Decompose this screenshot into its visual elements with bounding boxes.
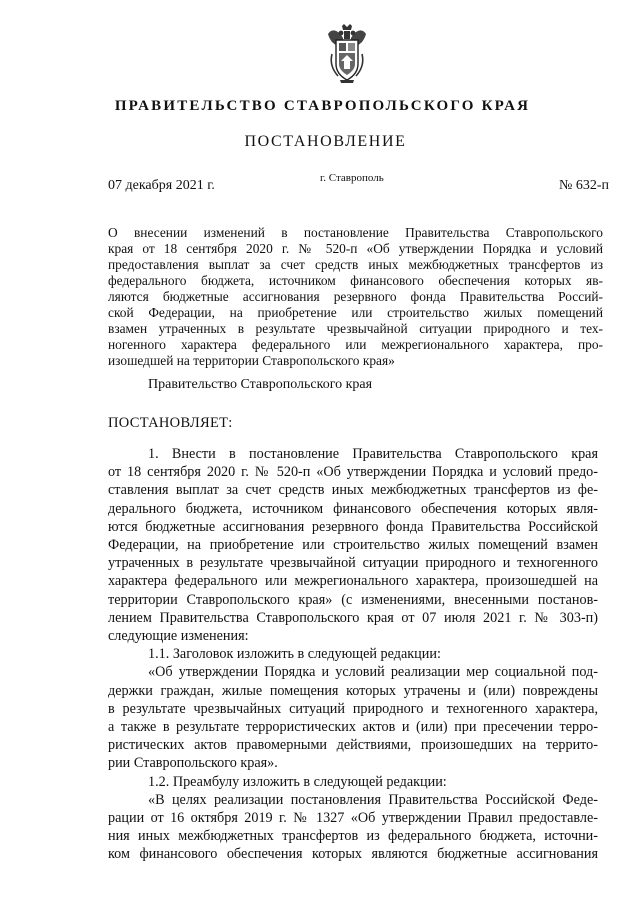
- issuing-body: Правительство Ставропольского края: [148, 377, 373, 392]
- body-line: следующие изменения:: [108, 628, 249, 645]
- subject-line: взамен утраченных в результате чрезвычайной ситуации природного и тех-: [108, 321, 603, 336]
- body-line: в результате чрезвычайных ситуаций природного и техногенного характера,: [108, 700, 598, 717]
- body-line: рии Ставропольского края».: [108, 755, 278, 772]
- body-line: Федерации, на приобретение или строительство жилых помещений взамен: [108, 537, 598, 554]
- subject-line: края от 18 сентября 2020 г. № 520-п «Об утверждении Порядка и условий: [108, 241, 603, 256]
- subject-line: ской Федерации, на приобретение или строительство жилых помещений: [108, 305, 603, 320]
- subject-line: ляются бюджетные ассигнования резервного фонда Правительства Россий-: [108, 289, 603, 304]
- body-line: ком финансового обеспечения которых являются бюджетные ассигнования: [108, 846, 598, 863]
- body-line: ристических актов правомерными действиями, произошедших на террито-: [108, 737, 598, 754]
- subject-line: предоставления выплат за счет средств иных межбюджетных трансфертов из: [108, 257, 603, 272]
- body-line: лением Правительства Ставропольского края от 07 июля 2021 г. № 303-п): [108, 609, 598, 626]
- body-line: а также в результате террористических актов и (или) при пресечении терро-: [108, 719, 598, 736]
- subject-line: федерального бюджета, источником финансового обеспечения которых яв-: [108, 273, 603, 288]
- body-line: 1.2. Преамбулу изложить в следующей редакции:: [148, 773, 447, 790]
- body-line: рации от 16 октября 2019 г. № 1327 «Об утверждении Правил предоставле-: [108, 810, 598, 827]
- body-line: ставления выплат за счет средств иных межбюджетных трансфертов из фе-: [108, 482, 598, 499]
- resolves-heading: ПОСТАНОВЛЯЕТ:: [108, 415, 233, 431]
- document-subject: [108, 225, 603, 369]
- government-title: ПРАВИТЕЛЬСТВО СТАВРОПОЛЬСКОГО КРАЯ: [114, 98, 531, 114]
- subject-line: изошедшей на территории Ставропольского края»: [108, 353, 395, 368]
- body-line: дерального бюджета, источником финансового обеспечения которых явля-: [108, 500, 598, 517]
- body-line: 1.1. Заголовок изложить в следующей редакции:: [148, 646, 441, 663]
- body-line: «Об утверждении Порядка и условий реализации мер социальной под-: [148, 664, 598, 681]
- document-number: № 632-п: [558, 178, 609, 193]
- document-body: [108, 445, 598, 864]
- body-line: характера федерального или межрегионального характера, произошедшей на: [108, 573, 598, 590]
- body-line: ются бюджетные ассигнования резервного фонда Правительства Российской: [108, 518, 598, 535]
- document-date: 07 декабря 2021 г.: [108, 178, 215, 193]
- body-line: территории Ставропольского края» (с изменениями, внесенными постанов-: [108, 591, 598, 608]
- body-line: ния иных межбюджетных трансфертов из федерального бюджета, источни-: [108, 828, 598, 845]
- body-line: «В целях реализации постановления Правительства Российской Феде-: [148, 791, 598, 808]
- subject-line: О внесении изменений в постановление Правительства Ставропольского: [108, 225, 603, 240]
- body-line: держки граждан, жилые помещения которых утрачены и (или) повреждены: [108, 682, 598, 699]
- document-city: г. Ставрополь: [320, 172, 384, 184]
- document-type: ПОСТАНОВЛЕНИЕ: [244, 133, 407, 150]
- body-line: утраченных в результате чрезвычайной ситуации природного и техногенного: [108, 555, 598, 572]
- stavropol-coat-of-arms-icon: [326, 24, 368, 84]
- body-line: от 18 сентября 2020 г. № 520-п «Об утверждении Порядка и условий предо-: [108, 464, 598, 481]
- subject-line: ногенного характера федерального или межрегионального характера, про-: [108, 337, 603, 352]
- body-line: 1. Внести в постановление Правительства Ставропольского края: [148, 446, 598, 462]
